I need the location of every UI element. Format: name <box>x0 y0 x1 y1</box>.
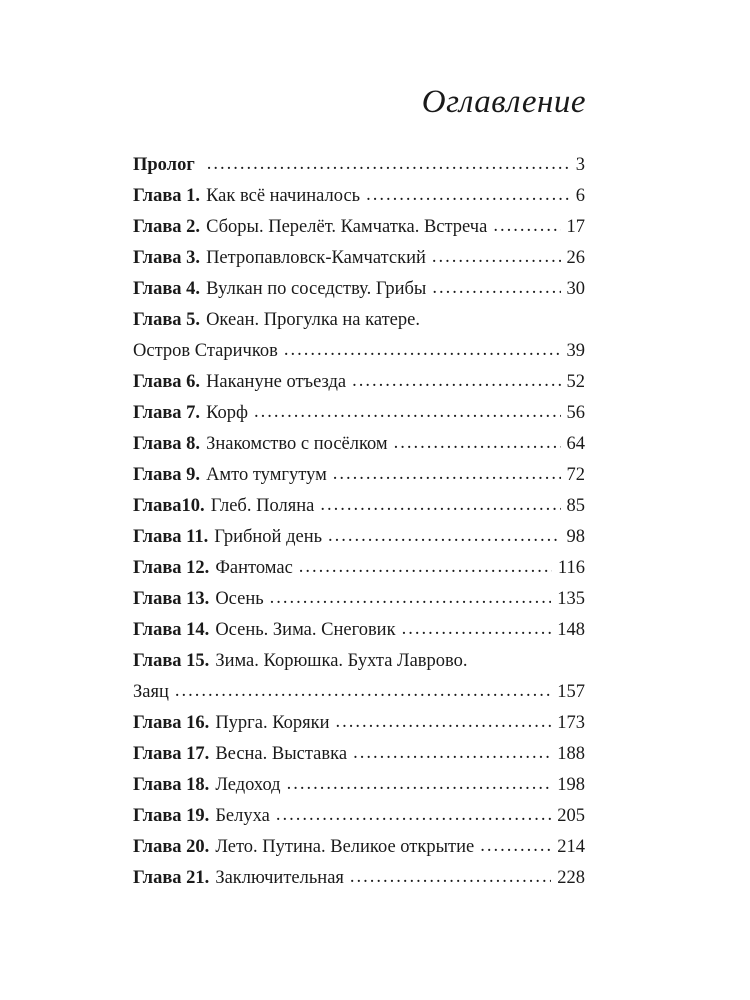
dot-leader <box>287 769 552 800</box>
toc-entry-page: 188 <box>557 744 585 764</box>
dot-leader <box>394 428 561 459</box>
toc-entry-label: Глава 21. <box>133 868 210 888</box>
table-of-contents <box>133 150 585 894</box>
toc-entry-title: Зима. Корюшка. Бухта Лаврово. <box>215 651 468 671</box>
toc-entry-chapter-18 <box>133 770 585 801</box>
toc-entry-page: 52 <box>566 372 585 392</box>
toc-entry-page: 116 <box>557 558 585 578</box>
toc-entry-page: 148 <box>557 620 585 640</box>
toc-entry-chapter-13 <box>133 584 585 615</box>
toc-entry-label: Глава 6. <box>133 372 201 392</box>
toc-entry-title: Заключительная <box>215 868 344 888</box>
dot-leader <box>320 490 560 521</box>
toc-entry-label: Глава 11. <box>133 527 209 547</box>
toc-entry-page: 72 <box>566 465 585 485</box>
dot-leader <box>353 738 551 769</box>
toc-entry-title-continued: Остров Старичков <box>133 341 278 361</box>
toc-entry-title-continued: Заяц <box>133 682 169 702</box>
toc-entry-title: Фантомас <box>215 558 293 578</box>
toc-entry-chapter-2 <box>133 212 585 243</box>
toc-entry-chapter-10 <box>133 491 585 522</box>
toc-entry-title: Знакомство с посёлком <box>206 434 388 454</box>
toc-entry-label: Глава10. <box>133 496 205 516</box>
toc-entry-label: Глава 20. <box>133 837 210 857</box>
page-title: Оглавление <box>421 84 586 120</box>
dot-leader <box>175 676 551 707</box>
toc-entry-page: 64 <box>566 434 585 454</box>
toc-entry-chapter-9 <box>133 460 585 491</box>
dot-leader <box>270 583 552 614</box>
toc-entry-label: Глава 12. <box>133 558 210 578</box>
toc-entry-label: Глава 15. <box>133 651 210 671</box>
dot-leader <box>352 366 560 397</box>
toc-entry-page: 157 <box>557 682 585 702</box>
toc-entry-label: Глава 19. <box>133 806 210 826</box>
toc-entry-chapter-12 <box>133 553 585 584</box>
toc-entry-chapter-1 <box>133 181 585 212</box>
toc-entry-page: 205 <box>557 806 585 826</box>
toc-entry-page: 3 <box>575 155 585 175</box>
dot-leader <box>207 149 570 180</box>
toc-entry-title: Ледоход <box>215 775 281 795</box>
toc-entry-chapter-11 <box>133 522 585 553</box>
toc-entry-page: 173 <box>557 713 585 733</box>
dot-leader <box>333 459 561 490</box>
toc-entry-chapter-7 <box>133 398 585 429</box>
toc-entry-title: Пурга. Коряки <box>215 713 330 733</box>
toc-entry-label: Глава 18. <box>133 775 210 795</box>
toc-entry-label: Глава 1. <box>133 186 201 206</box>
toc-entry-prologue <box>133 150 585 181</box>
dot-leader <box>432 242 561 273</box>
toc-entry-chapter-8 <box>133 429 585 460</box>
toc-entry-chapter-16 <box>133 708 585 739</box>
toc-entry-page: 214 <box>557 837 585 857</box>
toc-entry-chapter-21 <box>133 863 585 894</box>
toc-entry-label: Глава 8. <box>133 434 201 454</box>
toc-entry-page: 26 <box>566 248 585 268</box>
toc-entry-label: Глава 7. <box>133 403 201 423</box>
toc-entry-chapter-15 <box>133 646 585 708</box>
toc-entry-title: Белуха <box>215 806 270 826</box>
toc-entry-chapter-4 <box>133 274 585 305</box>
dot-leader <box>493 211 560 242</box>
toc-entry-chapter-20 <box>133 832 585 863</box>
toc-entry-page: 56 <box>566 403 585 423</box>
toc-entry-page: 98 <box>566 527 585 547</box>
toc-entry-chapter-3 <box>133 243 585 274</box>
dot-leader <box>350 862 551 893</box>
dot-leader <box>284 335 561 366</box>
toc-entry-label: Глава 13. <box>133 589 210 609</box>
dot-leader <box>480 831 551 862</box>
toc-entry-page: 6 <box>575 186 585 206</box>
toc-entry-chapter-5 <box>133 305 585 367</box>
dot-leader <box>328 521 560 552</box>
toc-entry-chapter-14 <box>133 615 585 646</box>
toc-entry-title: Корф <box>206 403 248 423</box>
toc-entry-label: Глава 4. <box>133 279 201 299</box>
dot-leader <box>432 273 560 304</box>
dot-leader <box>299 552 552 583</box>
dot-leader <box>254 397 561 428</box>
toc-entry-title: Лето. Путина. Великое открытие <box>215 837 475 857</box>
toc-entry-title: Глеб. Поляна <box>210 496 315 516</box>
toc-entry-title: Амто тумгутум <box>206 465 327 485</box>
toc-entry-title: Как всё начиналось <box>206 186 361 206</box>
toc-entry-label: Глава 9. <box>133 465 201 485</box>
toc-entry-title: Петропавловск-Камчатский <box>206 248 426 268</box>
dot-leader <box>276 800 551 831</box>
toc-entry-label: Пролог <box>133 155 195 175</box>
toc-entry-label: Глава 5. <box>133 310 201 330</box>
dot-leader <box>336 707 552 738</box>
toc-entry-title: Океан. Прогулка на катере. <box>206 310 420 330</box>
toc-entry-page: 198 <box>557 775 585 795</box>
toc-entry-title: Весна. Выставка <box>215 744 348 764</box>
dot-leader <box>402 614 552 645</box>
toc-entry-title: Грибной день <box>214 527 323 547</box>
toc-entry-label: Глава 2. <box>133 217 201 237</box>
toc-entry-chapter-17 <box>133 739 585 770</box>
toc-entry-label: Глава 16. <box>133 713 210 733</box>
toc-entry-label: Глава 14. <box>133 620 210 640</box>
toc-entry-chapter-19 <box>133 801 585 832</box>
toc-entry-page: 85 <box>566 496 585 516</box>
toc-entry-page: 39 <box>566 341 585 361</box>
toc-entry-title: Осень <box>215 589 264 609</box>
toc-entry-label: Глава 3. <box>133 248 201 268</box>
toc-entry-title: Накануне отъезда <box>206 372 347 392</box>
dot-leader <box>366 180 570 211</box>
toc-entry-page: 135 <box>557 589 585 609</box>
toc-entry-chapter-6 <box>133 367 585 398</box>
toc-entry-title: Сборы. Перелёт. Камчатка. Встреча <box>206 217 488 237</box>
toc-entry-label: Глава 17. <box>133 744 210 764</box>
toc-entry-page: 228 <box>557 868 585 888</box>
toc-entry-title: Осень. Зима. Снеговик <box>215 620 396 640</box>
toc-entry-page: 17 <box>566 217 585 237</box>
toc-entry-title: Вулкан по соседству. Грибы <box>206 279 427 299</box>
toc-entry-page: 30 <box>566 279 585 299</box>
